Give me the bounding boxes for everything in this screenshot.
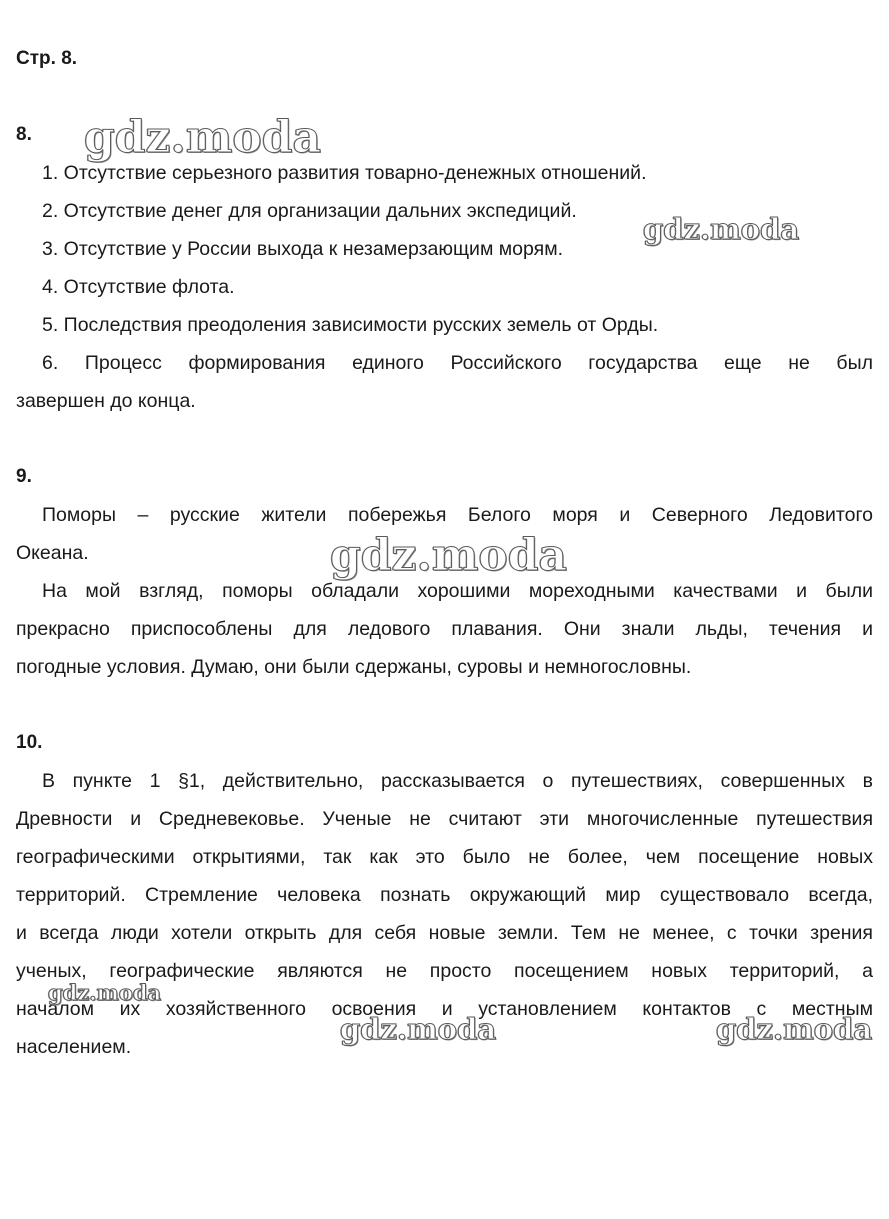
q8-line-7: завершен до конца.	[16, 390, 196, 412]
q8-line-2: 2. Отсутствие денег для организации дальних экспедиций.	[42, 200, 577, 222]
q10-line-4: территорий. Стремление человека познать окружающий мир существовало всегда,	[16, 884, 873, 906]
watermark: gdz.moda	[48, 980, 162, 1005]
page-header: Стр. 8.	[16, 48, 78, 69]
q9-line-3: На мой взгляд, поморы обладали хорошими мореходными качествами и были	[42, 580, 873, 602]
question-9-number: 9.	[16, 466, 32, 487]
q10-line-8: населением.	[16, 1036, 132, 1058]
q8-line-1: 1. Отсутствие серьезного развития товарно-денежных отношений.	[42, 162, 647, 184]
q10-line-3: географическими открытиями, так как это было не более, чем посещение новых	[16, 846, 873, 868]
q9-line-1: Поморы – русские жители побережья Белого моря и Северного Ледовитого	[42, 504, 873, 526]
watermark: gdz.moda	[330, 530, 568, 581]
q10-line-5: и всегда люди хотели открыть для себя новые земли. Тем не менее, с точки зрения	[16, 922, 873, 944]
watermark: gdz.moda	[643, 212, 800, 246]
q8-line-4: 4. Отсутствие флота.	[42, 276, 235, 298]
q10-line-2: Древности и Средневековье. Ученые не считают эти многочисленные путешествия	[16, 808, 873, 830]
q10-line-6: ученых, географические являются не просто посещением новых территорий, а	[16, 960, 873, 982]
question-10-number: 10.	[16, 732, 43, 753]
watermark: gdz.moda	[84, 112, 322, 163]
q10-line-7: началом их хозяйственного освоения и установлением контактов с местным	[16, 998, 873, 1020]
q9-line-4: прекрасно приспособлены для ледового плавания. Они знали льды, течения и	[16, 618, 873, 640]
q8-line-6: 6. Процесс формирования единого Российского государства еще не был	[42, 352, 873, 374]
q9-line-2: Океана.	[16, 542, 89, 564]
q8-line-3: 3. Отсутствие у России выхода к незамерзающим морям.	[42, 238, 564, 260]
q10-line-1: В пункте 1 §1, действительно, рассказывается о путешествиях, совершенных в	[42, 770, 873, 792]
watermark: gdz.moda	[340, 1012, 497, 1046]
question-8-number: 8.	[16, 124, 32, 145]
q8-line-5: 5. Последствия преодоления зависимости русских земель от Орды.	[42, 314, 659, 336]
q9-line-5: погодные условия. Думаю, они были сдержаны, суровы и немногословны.	[16, 656, 692, 678]
watermark: gdz.moda	[716, 1012, 873, 1046]
